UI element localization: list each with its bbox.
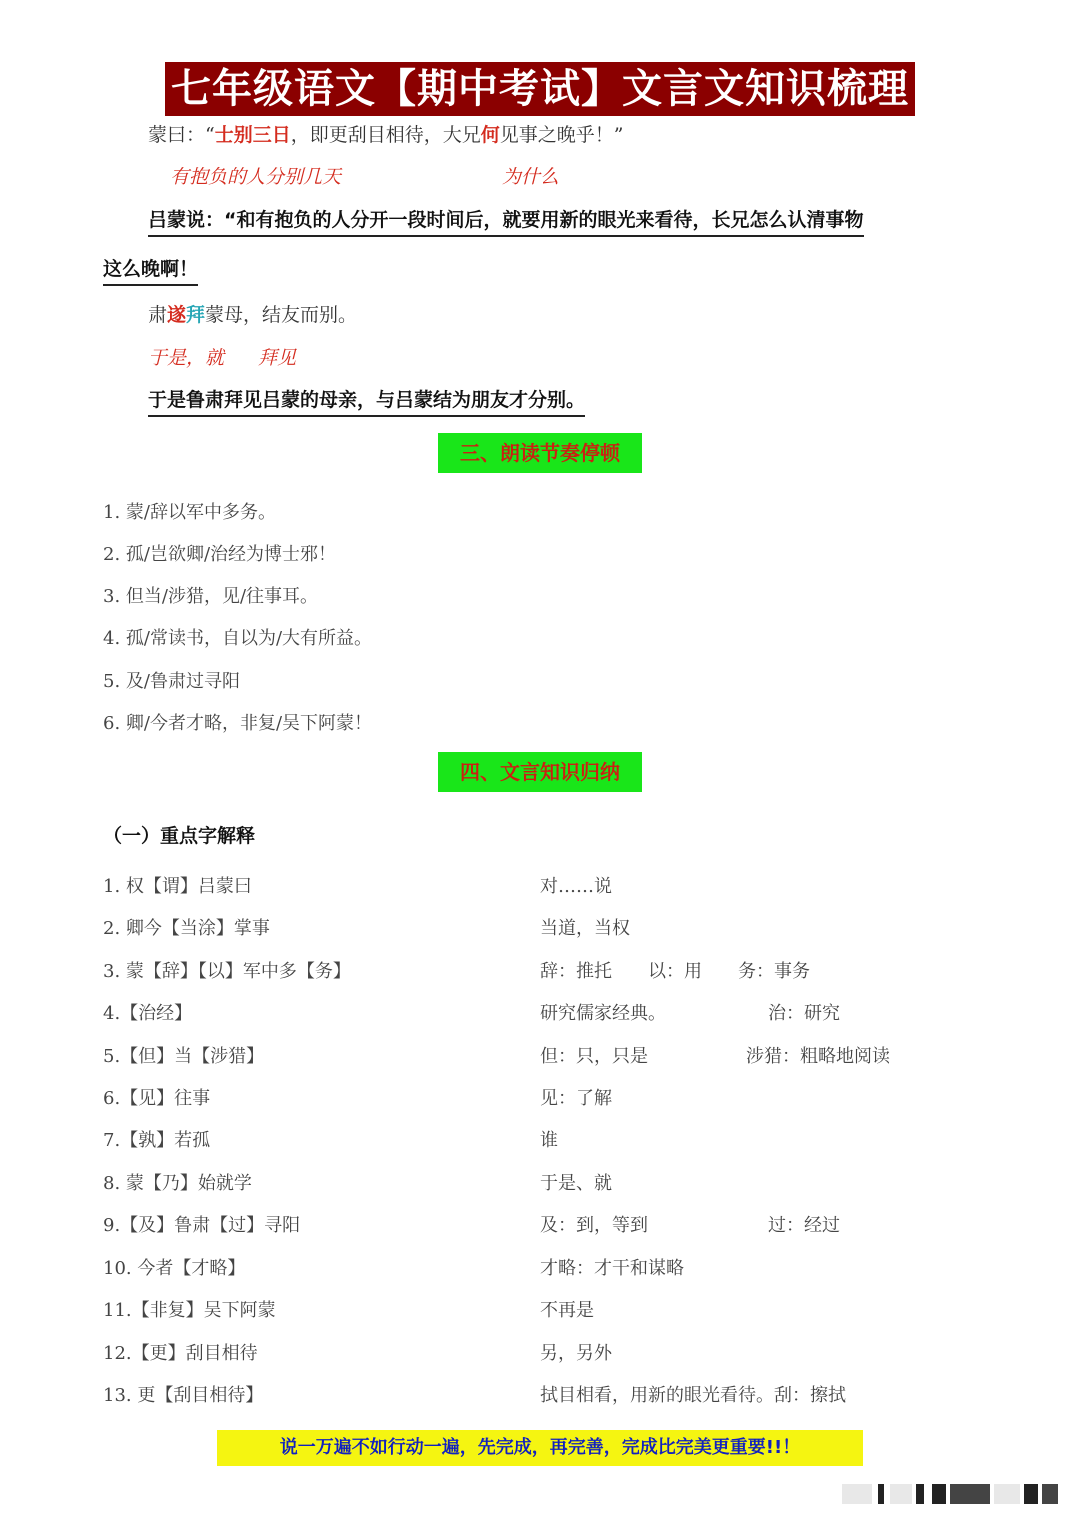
definition-extra: 治：研究 <box>768 1003 840 1024</box>
definition: 辞：推托 以：用 务：事务 <box>540 961 810 982</box>
definition: 当道，当权 <box>540 918 630 939</box>
passage2-translation-line <box>148 385 585 412</box>
table-row <box>0 1254 1080 1284</box>
motto-banner: 说一万遍不如行动一遍，先完成，再完善，完成比完美更重要!!！ <box>217 1430 863 1466</box>
term: 6.【见】往事 <box>103 1088 211 1109</box>
passage2-note-2: 拜见 <box>258 347 297 369</box>
table-row <box>0 1169 1080 1199</box>
passage2-pre: 肃 <box>148 304 168 326</box>
passage1-translation-line2 <box>103 254 198 281</box>
passage2-translation: 于是鲁肃拜见吕蒙的母亲，与吕蒙结为朋友才分别。 <box>148 389 585 417</box>
page-title: 七年级语文【期中考试】文言文知识梳理 <box>165 62 915 116</box>
passage1-translation-1: 吕蒙说：“和有抱负的人分开一段时间后，就要用新的眼光来看待，长兄怎么认清事物 <box>148 209 864 237</box>
passage1-note-1: 有抱负的人分别几天 <box>170 166 342 188</box>
term: 5.【但】当【涉猎】 <box>103 1046 265 1067</box>
passage2-original <box>148 300 357 327</box>
passage1-post: 见事之晚乎！” <box>499 124 624 146</box>
passage1-mid: ，即更刮目相待，大兄 <box>290 124 481 146</box>
table-row <box>0 1126 1080 1156</box>
definition-extra: 过：经过 <box>768 1215 840 1236</box>
definition: 另，另外 <box>540 1343 612 1364</box>
term: 4.【治经】 <box>103 1003 193 1024</box>
passage2-highlight-1: 遂 <box>167 304 187 326</box>
section3-item: 2. 孤/岂欲卿/治经为博士邪！ <box>103 544 337 565</box>
passage1-note-2: 为什么 <box>502 166 560 188</box>
section4-subheading: （一）重点字解释 <box>103 825 256 847</box>
section3-item: 3. 但当/涉猎，见/往事耳。 <box>103 586 319 607</box>
watermark-icon <box>840 1480 1060 1508</box>
definition: 不再是 <box>540 1300 594 1321</box>
passage1-translation-line1 <box>148 205 864 232</box>
table-row <box>0 1084 1080 1114</box>
passage1-translation-2: 这么晚啊！ <box>103 258 198 286</box>
passage1-highlight-1: 士别三日 <box>214 124 291 146</box>
passage2-note-1: 于是，就 <box>148 347 225 369</box>
section3-item: 4. 孤/常读书，自以为/大有所益。 <box>103 628 373 649</box>
term: 12.【更】刮目相待 <box>103 1343 258 1364</box>
term: 1. 权【谓】吕蒙曰 <box>103 876 252 897</box>
table-row <box>0 872 1080 902</box>
definition: 研究儒家经典。 <box>540 1003 666 1024</box>
section3-item: 5. 及/鲁肃过寻阳 <box>103 671 240 692</box>
term: 13. 更【刮目相待】 <box>103 1385 264 1406</box>
definition: 于是、就 <box>540 1173 612 1194</box>
table-row <box>0 999 1080 1029</box>
definition: 及：到，等到 <box>540 1215 648 1236</box>
title-wrap <box>0 62 1080 116</box>
passage1-original <box>148 120 623 147</box>
table-row <box>0 1381 1080 1411</box>
term: 7.【孰】若孤 <box>103 1130 211 1151</box>
section3-item: 6. 卿/今者才略，非复/吴下阿蒙！ <box>103 713 373 734</box>
passage2-highlight-2: 拜 <box>186 304 206 326</box>
section4-heading: 四、文言知识归纳 <box>438 752 642 792</box>
term: 10. 今者【才略】 <box>103 1258 246 1279</box>
table-row <box>0 957 1080 987</box>
table-row <box>0 1296 1080 1326</box>
table-row <box>0 1042 1080 1072</box>
term: 8. 蒙【乃】始就学 <box>103 1173 252 1194</box>
passage2-post: 蒙母，结友而别。 <box>205 304 358 326</box>
section3-item: 1. 蒙/辞以军中多务。 <box>103 502 276 523</box>
term: 9.【及】鲁肃【过】寻阳 <box>103 1215 301 1236</box>
definition: 对……说 <box>540 876 612 897</box>
definition-extra: 涉猎：粗略地阅读 <box>746 1046 890 1067</box>
term: 11.【非复】吴下阿蒙 <box>103 1300 276 1321</box>
definition: 但：只，只是 <box>540 1046 648 1067</box>
definition: 见：了解 <box>540 1088 612 1109</box>
table-row <box>0 1211 1080 1241</box>
definition: 谁 <box>540 1130 558 1151</box>
passage1-pre: 蒙曰：“ <box>148 124 215 146</box>
definition: 拭目相看，用新的眼光看待。刮：擦拭 <box>540 1385 846 1406</box>
table-row <box>0 914 1080 944</box>
definition: 才略：才干和谋略 <box>540 1258 684 1279</box>
term: 3. 蒙【辞】【以】军中多【务】 <box>103 961 351 982</box>
table-row <box>0 1339 1080 1369</box>
term: 2. 卿今【当涂】掌事 <box>103 918 270 939</box>
passage1-highlight-2: 何 <box>480 124 500 146</box>
section3-heading: 三、朗读节奏停顿 <box>438 433 642 473</box>
